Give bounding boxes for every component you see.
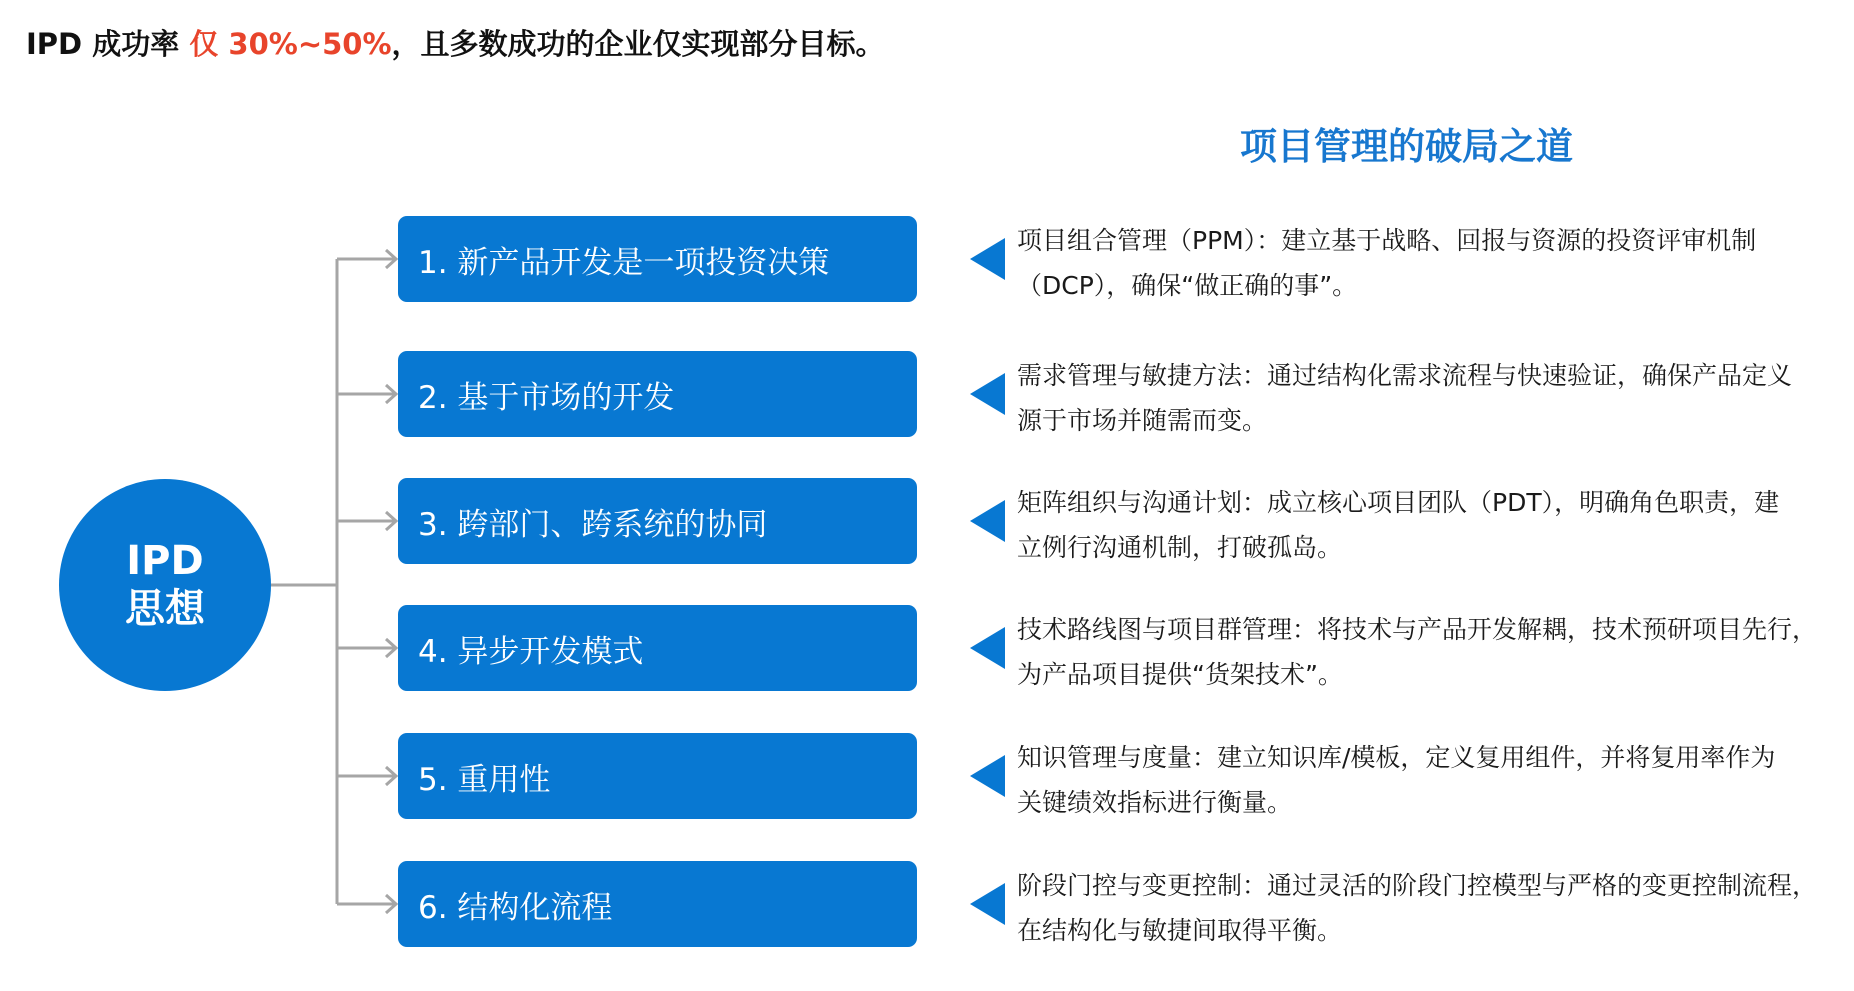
solution-text-2 bbox=[1017, 353, 1817, 443]
principle-box-4: 4. 异步开发模式 bbox=[398, 605, 917, 691]
solution-text-5 bbox=[1017, 735, 1817, 825]
left-pointer-icon bbox=[970, 373, 1005, 415]
center-label-thought: 思想 bbox=[125, 586, 205, 632]
left-pointer-icon bbox=[970, 883, 1005, 925]
solution-text-1 bbox=[1017, 218, 1817, 308]
left-pointer-icon bbox=[970, 627, 1005, 669]
solution-text-line: （DCP），确保“做正确的事”。 bbox=[1017, 271, 1358, 300]
solution-text-line: 在结构化与敏捷间取得平衡。 bbox=[1017, 916, 1343, 945]
solution-text-3 bbox=[1017, 480, 1817, 570]
headline-text: IPD 成功率 bbox=[26, 27, 190, 61]
principle-box-6: 6. 结构化流程 bbox=[398, 861, 917, 947]
principle-box-2: 2. 基于市场的开发 bbox=[398, 351, 917, 437]
ipd-center-circle bbox=[59, 479, 271, 691]
solution-text-line: 关键绩效指标进行衡量。 bbox=[1017, 788, 1293, 817]
solution-text-line: 矩阵组织与沟通计划：成立核心项目团队（PDT），明确角色职责，建 bbox=[1017, 488, 1780, 517]
solution-text-line: 项目组合管理（PPM）：建立基于战略、回报与资源的投资评审机制 bbox=[1017, 226, 1757, 255]
left-pointer-icon bbox=[970, 238, 1005, 280]
left-pointer-icon bbox=[970, 755, 1005, 797]
principle-box-3: 3. 跨部门、跨系统的协同 bbox=[398, 478, 917, 564]
center-label-ipd: IPD bbox=[126, 538, 204, 584]
solution-text-line: 源于市场并随需而变。 bbox=[1017, 406, 1268, 435]
principle-box-5: 5. 重用性 bbox=[398, 733, 917, 819]
solution-text-line: 阶段门控与变更控制：通过灵活的阶段门控模型与严格的变更控制流程， bbox=[1017, 871, 1818, 900]
solution-text-6 bbox=[1017, 863, 1817, 953]
solution-text-line: 立例行沟通机制，打破孤岛。 bbox=[1017, 533, 1343, 562]
headline-text-rest: ，且多数成功的企业仅实现部分目标。 bbox=[391, 27, 885, 61]
principle-box-1: 1. 新产品开发是一项投资决策 bbox=[398, 216, 917, 302]
solution-text-line: 需求管理与敏捷方法：通过结构化需求流程与快速验证，确保产品定义 bbox=[1017, 361, 1793, 390]
solution-text-line: 技术路线图与项目群管理：将技术与产品开发解耦，技术预研项目先行， bbox=[1017, 615, 1818, 644]
solution-text-4 bbox=[1017, 607, 1817, 697]
right-column-title: 项目管理的破局之道 bbox=[1240, 125, 1573, 168]
left-pointer-icon bbox=[970, 500, 1005, 542]
solution-text-line: 知识管理与度量：建立知识库/模板，定义复用组件，并将复用率作为 bbox=[1017, 743, 1776, 772]
headline-highlight: 仅 30%~50% bbox=[189, 27, 392, 61]
solution-text-line: 为产品项目提供“货架技术”。 bbox=[1017, 660, 1343, 689]
